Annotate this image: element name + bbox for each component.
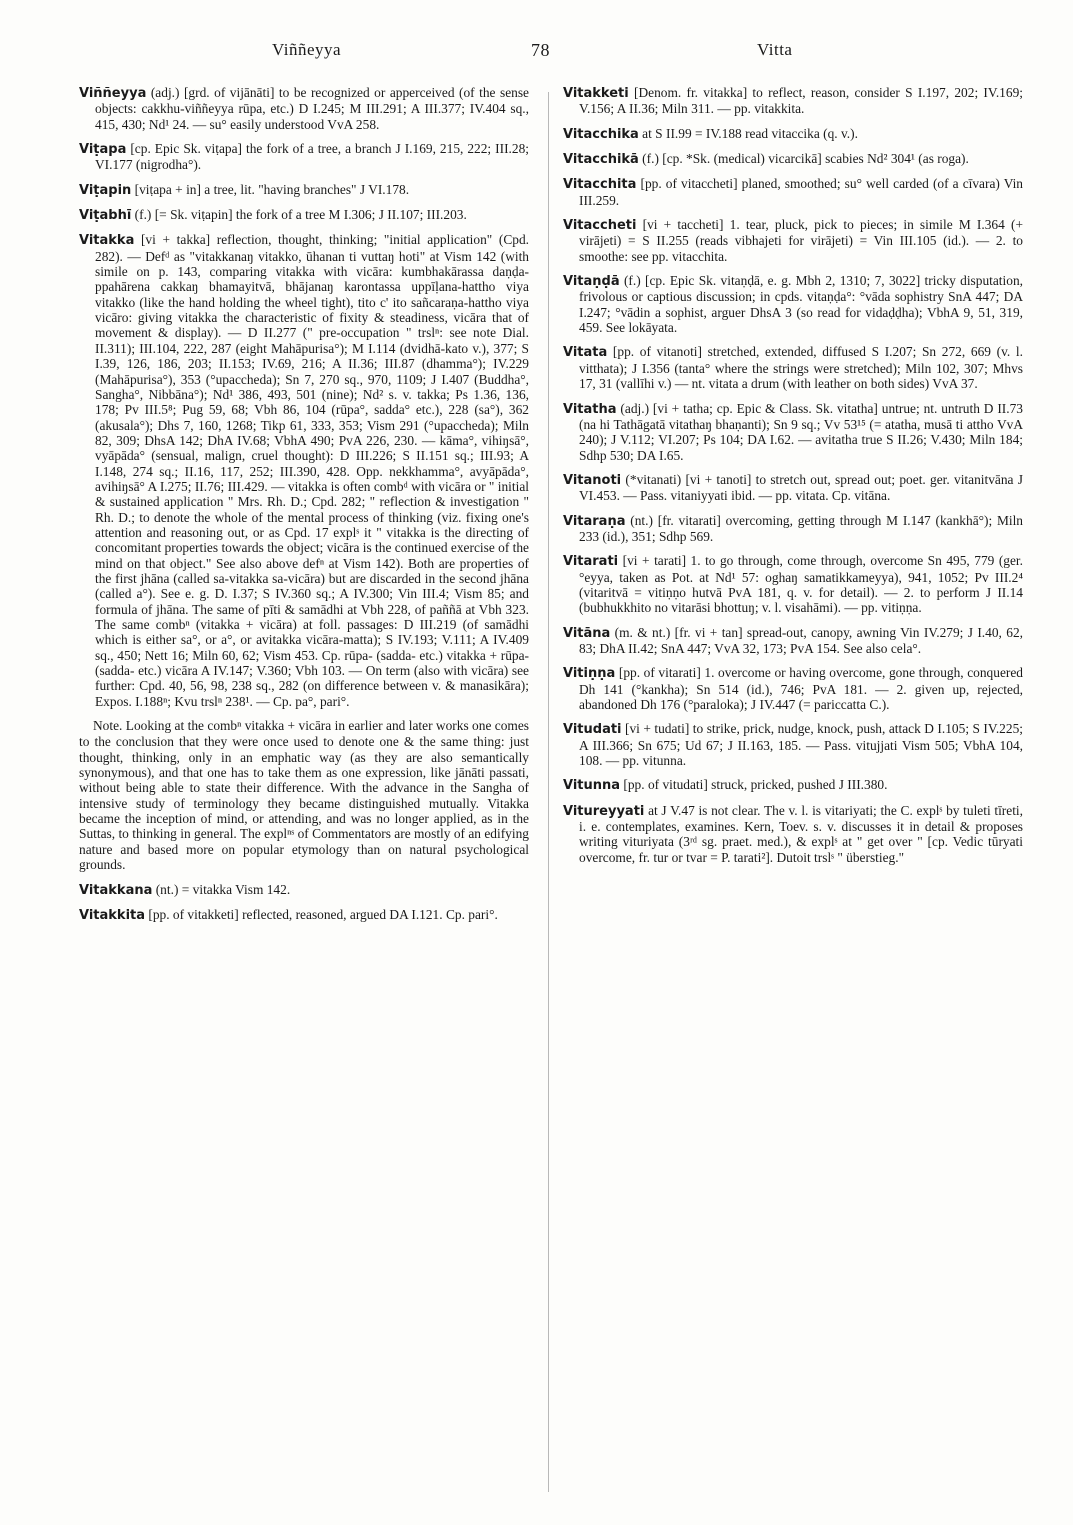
dictionary-entry	[563, 151, 1023, 167]
entry-text: [pp. of vitaccheti] planed, smoothed; su° well carded (of a cīvara) Vin III.259.	[579, 176, 1023, 208]
entry-text: [viṭapa + in] a tree, lit. "having branches" J VI.178.	[131, 181, 410, 197]
entry-headword: Vitatha	[563, 401, 617, 417]
entry-text: (adj.) [vi + tatha; cp. Epic & Class. Sk. vitatha] untrue; nt. untruth D II.73 (na hi Tathāgatā vitathaŋ bhaṇanti); Sn 9 sq.; Vv 53¹⁵ (= atatha, musā ti attho VvA 240); J V.112; VI.207; Ps 104; DA I.62. — avitatha true S II.26; V.430; Miln 184; Sdhp 530; DA I.65.	[579, 400, 1023, 463]
entry-text: (m. & nt.) [fr. vi + tan] spread-out, canopy, awning Vin IV.279; J I.40, 62, 83; DhA II.42; SnA 447; VvA 32, 173; PvA 154. See also cela°.	[579, 624, 1023, 656]
dictionary-entry	[79, 182, 529, 198]
running-header	[0, 40, 1073, 70]
entry-headword: Viṭapin	[79, 182, 132, 198]
dictionary-entry	[563, 721, 1023, 768]
dictionary-entry	[563, 85, 1023, 117]
header-right-headword: Vitta	[757, 40, 793, 59]
entry-text: [pp. of vitudati] struck, pricked, pushed J III.380.	[620, 777, 888, 793]
left-column	[79, 85, 529, 932]
entry-text: (f.) [= Sk. viṭapin] the fork of a tree M I.306; J II.107; III.203.	[131, 207, 467, 223]
entry-headword: Vitacchikā	[563, 152, 639, 168]
dictionary-entry	[563, 344, 1023, 391]
entry-text: (f.) [cp. *Sk. (medical) vicarcikā] scabies Nd² 304¹ (as roga).	[638, 151, 969, 167]
header-left-headword: Viññeyya	[272, 40, 342, 59]
dictionary-entry	[563, 513, 1023, 545]
entry-text: [Denom. fr. vitakka] to reflect, reason, consider S I.197, 202; IV.169; V.156; A II.36; Miln 311. — pp. vitakkita.	[579, 85, 1023, 117]
entry-headword: Vitudati	[563, 722, 622, 738]
dictionary-entry	[563, 273, 1023, 335]
dictionary-entry	[563, 625, 1023, 657]
entry-headword: Vitureyyati	[563, 803, 645, 819]
entry-text: (adj.) [grd. of vijānāti] to be recognized or apperceived (of the sense objects: cakkhu-viññeyya rūpa, etc.) D I.245; M III.291; A III.377; IV.404 sq., 415, 430; Nd¹ 24. — su° easily understood VvA 258.	[95, 85, 529, 132]
entry-headword: Vitunna	[563, 778, 621, 794]
dictionary-entry	[563, 553, 1023, 615]
dictionary-entry	[563, 126, 1023, 142]
dictionary-entry	[79, 907, 529, 923]
entry-text: (nt.) [fr. vitarati] overcoming, getting through M I.147 (kankhā°); Miln 233 (id.), 351; Sdhp 569.	[579, 512, 1023, 544]
entry-text: [vi + taccheti] 1. tear, pluck, pick to pieces; in simile M I.364 (+ virājeti) = S II.255 (reads vibhajeti for virājeti) = Vin III.105 (id.). — 2. to smoothe: see pp. vitacchita.	[579, 217, 1023, 264]
right-column	[563, 85, 1023, 874]
entry-headword: Vitanoti	[563, 472, 622, 488]
entry-headword: Vitacchita	[563, 177, 637, 193]
entry-headword: Viṭabhī	[79, 208, 132, 224]
entry-headword: Vitāna	[563, 625, 611, 641]
entry-headword: Vitiṇṇa	[563, 666, 616, 682]
entry-note	[79, 718, 529, 872]
entry-headword: Vitaraṇa	[563, 513, 626, 529]
entry-headword: Vitarati	[563, 554, 619, 570]
dictionary-entry	[563, 472, 1023, 504]
entry-text: [pp. of vitanoti] stretched, extended, diffused S I.207; Sn 272, 669 (v. l. vitthata); J I.356 (tanta° where the strings were stretched); Miln 102, 307; Mhvs 17, 31 (vallīhi v.) — nt. vitata a drum (with leather on both sides) VvA 37.	[579, 344, 1023, 392]
entry-text: (*vitanati) [vi + tanoti] to stretch out, spread out; poet. ger. vitanitvāna J VI.453. — Pass. vitaniyyati ibid. — pp. vitata. Cp. vitāna.	[579, 471, 1023, 504]
entry-headword: Vitaccheti	[563, 218, 637, 234]
dictionary-entry	[79, 141, 529, 173]
entry-headword: Vitakkita	[79, 907, 146, 923]
dictionary-entry	[79, 882, 529, 898]
page-number: 78	[531, 40, 550, 60]
entry-text: (f.) [cp. Epic Sk. vitaṇḍā, e. g. Mbh 2, 1310; 7, 3022] tricky disputation, frivolous or captious discussion; in cpds. vitaṇḍa°: °vāda sophistry SnA 447; DA I.247; °vādin a sophist, arguer DhsA 3 (so read for vidaḍḍha); VbhA 9, 51, 319, 459. See lokāyata.	[579, 273, 1023, 336]
dictionary-entry	[563, 777, 1023, 793]
dictionary-entry	[563, 176, 1023, 208]
entry-headword: Vitacchika	[563, 126, 639, 142]
entry-headword: Vitakka	[79, 233, 135, 249]
entry-text: (nt.) = vitakka Vism 142.	[152, 881, 291, 897]
dictionary-entry	[563, 665, 1023, 712]
entry-text: [vi + tudati] to strike, prick, nudge, knock, push, attack D I.105; S IV.225; A III.366; Sn 675; Ud 67; J II.163, 185. — Pass. vitujjati Vism 505; VbhA 104, 108. — pp. vitunna.	[579, 721, 1023, 769]
entry-text: [vi + takka] reflection, thought, thinking; "initial application" (Cpd. 282). — Defᵈ as "vitakkanaŋ vitakko, ūhanan ti vuttaŋ hoti" at Vism 142 (with simile on p. 143, comparing vitakka with vicāra: kumbhakārassa daṇḍa-ppahārena cakkaŋ bhamayitvā, bhājanaŋ karontassa uppīḷana-hattho viya vitakko (like the hand holding the wheel tight), tito c' ito sañcaraṇa-hattho viya vicāro: giving vitakka the characteristic of fixity & steadiness, vicāra that of movement & display). — D II.277 (" pre-occupation " trslⁿ: see note Dial. II.311); III.104, 222, 287 (eight Mahāpurisa°); M I.114 (dvidhā-kato v.), 377; S I.39, 126, 186, 203; II.153; IV.69, 216; A II.36; III.87 (dhamma°); IV.229 (Mahāpurisa°), 353 (°upaccheda); Sn 7, 270 sq., 970, 1109; J I.407 (Buddha°, Sangha°, Nibbāna°); Nd¹ 386, 493, 501 (nine); Nd² s. v. takka; Ps 1.36, 136, 178; Pv III.5⁸; Pug 59, 68; Vbh 86, 104 (rūpa°, sadda° etc.), 228 (sa°), 362 (akusala°); Dhs 7, 160, 1268; Tikp 61, 333, 353; Vism 291 (°upaccheda); Miln 82, 309; DhsA 142; DhA IV.68; VbhA 490; PvA 226, 230. — kāma°, vihiŋsā°, vyāpāda° (sensual, malign, cruel thought): D III.226; S II.151 sq.; III.93; A I.148, 274 sq.; II.16, 117, 252; III.390, 428. Opp. nekkhamma°, avyāpāda°, avihiŋsā° A I.275; II.76; III.429. — vitakka is often combᵈ with vicāra or " initial & sustained application " Mrs. Rh. D.; Cpd. 282; " reflection & investigation " Rh. D.; to denote the whole of the mental process of thinking (viz. fixing one's attention and reasoning out, or as Cpd. 17 explˢ it " vitakka is the directing of concomitant properties towards the object; vicāra is the continued exercise of the mind on that object." See also above defⁿ at Vism 142). Both are properties of the first jhāna (called sa-vitakka sa-vicāra) but are discarded in the second jhāna (called a°). See e. g. D. I.37; S IV.360 sq.; A IV.300; Vin III.4; Vism 85; and formula of jhāna. The same of pīti & samādhi at Vbh 228, of paññā at Vbh 323. The same combⁿ (vitakka + vicāra) at foll. passages: D III.219 (of samādhi which is either sa°, or a°, or avitakka vicāra-matta); S IV.193; V.111; A IV.409 sq., 450; Nett 16; Miln 60, 62; Vism 453. Cp. rūpa- (sadda- etc.) vitakka + rūpa- (sadda- etc.) vicāra A IV.147; V.360; Vbh 103. — On term (also with vicāra) see further: Cpd. 40, 56, 98, 238 sq., 282 (on difference between v. & manasikāra); Expos. I.188ⁿ; Kvu trslⁿ 238¹. — Cp. pa°, pari°.	[95, 232, 529, 709]
entry-text: [cp. Epic Sk. viṭapa] the fork of a tree, a branch J I.169, 215, 222; III.28; VI.177 (nigrodha°).	[95, 141, 529, 173]
dictionary-entry	[563, 217, 1023, 264]
entry-headword: Vitaṇḍā	[563, 274, 620, 290]
column-divider	[548, 92, 549, 1492]
entry-headword: Viññeyya	[79, 86, 147, 101]
entry-text: [vi + tarati] 1. to go through, come through, overcome Sn 495, 779 (ger. °eyya, taken as Pot. at Nd¹ 57: oghaŋ samatikkameyya), 941, 1052; Pv III.2⁴ (vitaritvā = vitiṇṇo hutvā PvA 181, q. v. for detail). — 2. to perform J II.14 (bubhukkhito no vitarāsi bhottuŋ; v. l. visahāmi). — pp. vitiṇṇa.	[579, 553, 1023, 616]
entry-text: [pp. of vitarati] 1. overcome or having overcome, gone through, conquered Dh 141 (°kankha); Sn 514 (id.), 746; PvA 181. — 2. given up, rejected, abandoned Dh 176 (°paraloka); J IV.447 (= pariccatta C.).	[579, 665, 1023, 712]
entry-text: at S II.99 = IV.188 read vitaccika (q. v.).	[638, 125, 858, 141]
entry-text: at J V.47 is not clear. The v. l. is vitariyati; the C. explˢ by tuleti tīreti, i. e. contemplates, examines. Kern, Toev. s. v. discusses it in detail & proposes writing vituriyata (3ʳᵈ sg. praet. med.), & explˢ at " get over " [cp. Vedic tūryati overcome, fr. tur or tvar = P. tarati²]. Dutoit trslˢ " überstieg."	[579, 802, 1023, 865]
entry-text: Note. Looking at the combⁿ vitakka + vicāra in earlier and later works one comes to the conclusion that they were once used to denote one & the same thing: just thought, thinking, only in an emphatic way (as they are also semantically synonymous), and that one has to take them as one expression, like jānāti passati, without being able to state their difference. With the advance in the Sangha of intensive study of terminology they became distinguished mutually. Vitakka became the inception of mind, or attending, and was no longer applied, as in the Suttas, to thinking in general. The explⁿˢ of Commentators are mostly of an edifying nature and based more on popular etymology than on natural psychological grounds.	[79, 718, 529, 873]
dictionary-entry	[563, 401, 1023, 463]
dictionary-entry	[79, 207, 529, 223]
entry-text: [pp. of vitakketi] reflected, reasoned, argued DA I.121. Cp. pari°.	[145, 906, 498, 922]
dictionary-entry	[79, 232, 529, 709]
entry-headword: Vitakkana	[79, 882, 153, 898]
entry-headword: Vitata	[563, 345, 608, 361]
dictionary-entry	[79, 85, 529, 132]
entry-headword: Viṭapa	[79, 142, 127, 158]
dictionary-entry	[563, 803, 1023, 865]
entry-headword: Vitakketi	[563, 86, 629, 101]
